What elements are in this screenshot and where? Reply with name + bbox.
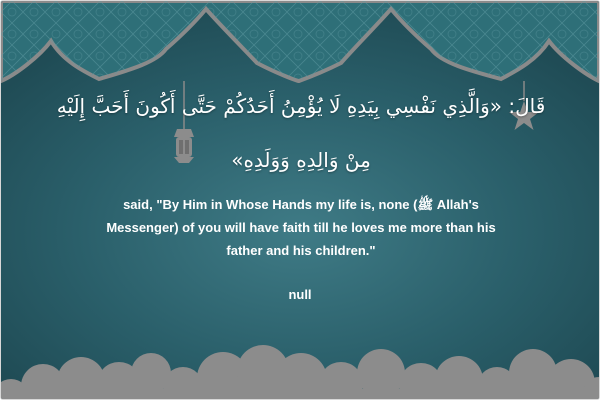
hadith-arabic-text: قَالَ: «وَالَّذِي نَفْسِي بِيَدِهِ لَا يُؤْمِنُ أَحَدُكُمْ حَتَّى أَكُونَ أَحَبَّ إِلَيْهِ مِنْ وَالِدِهِ وَوَلَدِهِ» [56, 94, 546, 172]
cloud-shape [1, 345, 599, 399]
hadith-english-translation: said, "By Him in Whose Hands my life is, none (ﷺ Allah's Messenger) of you will have faith till he loves me more than his father and his children." [106, 197, 496, 258]
hadith-footer-value: null [288, 287, 312, 302]
